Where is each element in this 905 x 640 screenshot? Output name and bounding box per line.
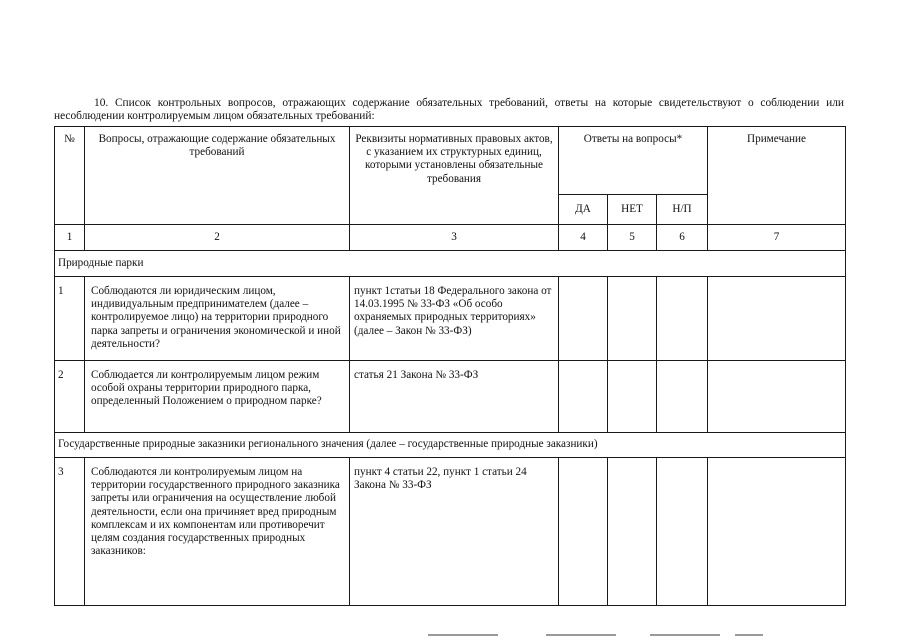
- answer-na-cell[interactable]: [657, 361, 708, 433]
- answer-no-cell[interactable]: [608, 458, 657, 606]
- answer-no-cell[interactable]: [608, 277, 657, 361]
- section-title: Государственные природные заказники регионального значения (далее – государственные природные заказники): [55, 433, 846, 458]
- row-requisites: статья 21 Закона № 33-ФЗ: [350, 361, 559, 433]
- header-note: Примечание: [708, 127, 846, 225]
- checklist-table: [54, 126, 846, 606]
- row-requisites: пункт 1статьи 18 Федерального закона от 14.03.1995 № 33-ФЗ «Об особо охраняемых природных территориях» (далее – Закон № 33-ФЗ): [350, 277, 559, 361]
- scan-artifact-line: [546, 634, 616, 636]
- answer-no-cell[interactable]: [608, 361, 657, 433]
- header-no: №: [55, 127, 85, 225]
- answer-na-cell[interactable]: [657, 458, 708, 606]
- column-number: 5: [608, 225, 657, 251]
- header-answers: Ответы на вопросы*: [559, 127, 708, 195]
- note-cell[interactable]: [708, 458, 846, 606]
- header-yes: ДА: [559, 195, 608, 225]
- header-na: Н/П: [657, 195, 708, 225]
- header-requisites: Реквизиты нормативных правовых актов, с указанием их структурных единиц, которыми установлены обязательные требования: [350, 127, 559, 225]
- row-number: 2: [55, 361, 85, 433]
- note-cell[interactable]: [708, 361, 846, 433]
- column-number: 1: [55, 225, 85, 251]
- note-cell[interactable]: [708, 277, 846, 361]
- row-number: 3: [55, 458, 85, 606]
- section-row: [55, 433, 846, 458]
- column-number: 2: [85, 225, 350, 251]
- row-number: 1: [55, 277, 85, 361]
- scan-artifact-line: [428, 634, 498, 636]
- row-requisites: пункт 4 статьи 22, пункт 1 статьи 24 Закона № 33-ФЗ: [350, 458, 559, 606]
- answer-yes-cell[interactable]: [559, 458, 608, 606]
- answer-na-cell[interactable]: [657, 277, 708, 361]
- column-number: 6: [657, 225, 708, 251]
- row-question: Соблюдается ли контролируемым лицом режим особой охраны территории природного парка, определенный Положением о природном парке?: [85, 361, 350, 433]
- answer-yes-cell[interactable]: [559, 361, 608, 433]
- header-row: [55, 127, 846, 195]
- column-number: 7: [708, 225, 846, 251]
- column-number: 4: [559, 225, 608, 251]
- table-row: [55, 458, 846, 606]
- row-question: Соблюдаются ли юридическим лицом, индивидуальным предпринимателем (далее – контролируемое лицо) на территории природного парка запреты и ограничения экономической и иной деятельности?: [85, 277, 350, 361]
- row-question: Соблюдаются ли контролируемым лицом на территории государственного природного заказника запреты или ограничения на осуществление любой деятельности, если она причиняет вред природным комплексам и их компонентам или противоречит целям создания государственных природных заказников:: [85, 458, 350, 606]
- section-row: [55, 251, 846, 277]
- answer-yes-cell[interactable]: [559, 277, 608, 361]
- table-row: [55, 361, 846, 433]
- section-title: Природные парки: [55, 251, 846, 277]
- scan-artifact-line: [650, 634, 720, 636]
- scan-artifact-line: [735, 634, 763, 636]
- column-number-row: [55, 225, 846, 251]
- checklist-intro-text: 10. Список контрольных вопросов, отражающих содержание обязательных требований, ответы на которые свидетельствуют о соблюдении или несоблюдении контролируемым лицом обязательных требований:: [54, 97, 844, 122]
- table-row: [55, 277, 846, 361]
- header-no-answer: НЕТ: [608, 195, 657, 225]
- header-question: Вопросы, отражающие содержание обязательных требований: [85, 127, 350, 225]
- column-number: 3: [350, 225, 559, 251]
